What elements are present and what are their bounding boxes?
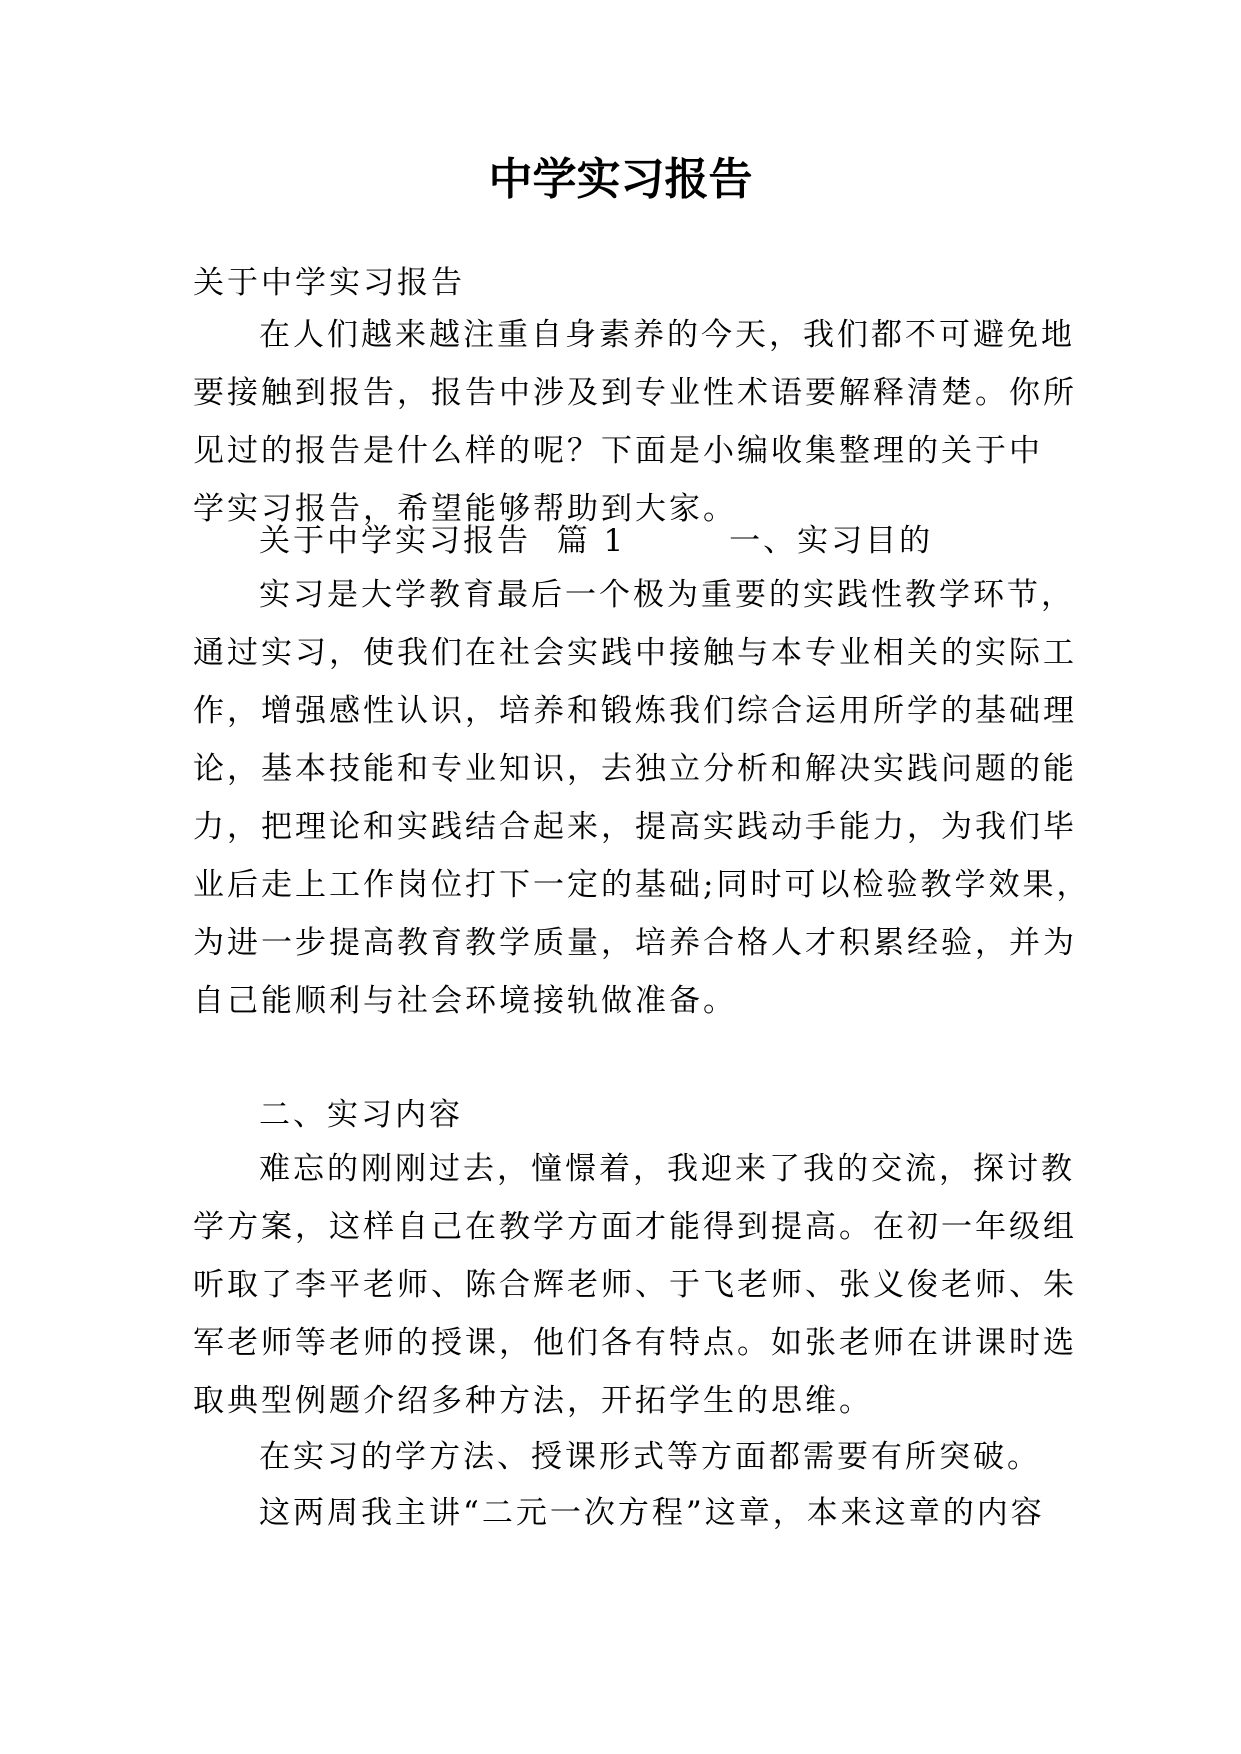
intro-line: 见过的报告是什么样的呢？下面是小编收集整理的关于中 <box>193 433 1043 469</box>
intro-line: 要接触到报告，报告中涉及到专业性术语要解释清楚。你所 <box>193 375 1077 411</box>
intro-paragraph <box>193 306 1077 538</box>
last-paragraph: 这两周我主讲“二元一次方程”这章，本来这章的内容 <box>259 1495 1045 1531</box>
methods-paragraph: 在实习的学方法、授课形式等方面都需要有所突破。 <box>259 1439 1041 1475</box>
purpose-line: 作，增强感性认识，培养和锻炼我们综合运用所学的基础理 <box>193 693 1077 729</box>
purpose-line: 实习是大学教育最后一个极为重要的实践性教学环节， <box>259 577 1075 613</box>
purpose-line: 力，把理论和实践结合起来，提高实践动手能力，为我们毕 <box>193 809 1077 845</box>
purpose-paragraph <box>193 566 1091 1030</box>
purpose-line: 论，基本技能和专业知识，去独立分析和解决实践问题的能 <box>193 751 1077 787</box>
purpose-line: 业后走上工作岗位打下一定的基础;同时可以检验教学效果， <box>193 867 1091 903</box>
document-subtitle: 关于中学实习报告 <box>193 265 465 301</box>
purpose-line: 通过实习，使我们在社会实践中接触与本专业相关的实际工 <box>193 635 1077 671</box>
content-line: 难忘的刚刚过去，憧憬着，我迎来了我的交流，探讨教 <box>259 1151 1075 1187</box>
intro-line: 学实习报告，希望能够帮助到大家。 <box>193 491 737 527</box>
content-line: 取典型例题介绍多种方法，开拓学生的思维。 <box>193 1383 873 1419</box>
purpose-line: 为进一步提高教育教学质量，培养合格人才积累经验，并为 <box>193 925 1077 961</box>
purpose-line: 自己能顺利与社会环境接轨做准备。 <box>193 983 737 1019</box>
content-line: 听取了李平老师、陈合辉老师、于飞老师、张义俊老师、朱 <box>193 1267 1077 1303</box>
intro-line: 在人们越来越注重自身素养的今天，我们都不可避免地 <box>259 317 1075 353</box>
document-title: 中学实习报告 <box>488 154 753 205</box>
content-line: 学方案，这样自己在教学方面才能得到提高。在初一年级组 <box>193 1209 1077 1245</box>
content-paragraph <box>193 1140 1077 1430</box>
section2-heading: 二、实习内容 <box>259 1097 463 1133</box>
section1-heading: 关于中学实习报告 篇 1 一、实习目的 <box>259 523 934 559</box>
content-line: 军老师等老师的授课，他们各有特点。如张老师在讲课时选 <box>193 1325 1077 1361</box>
